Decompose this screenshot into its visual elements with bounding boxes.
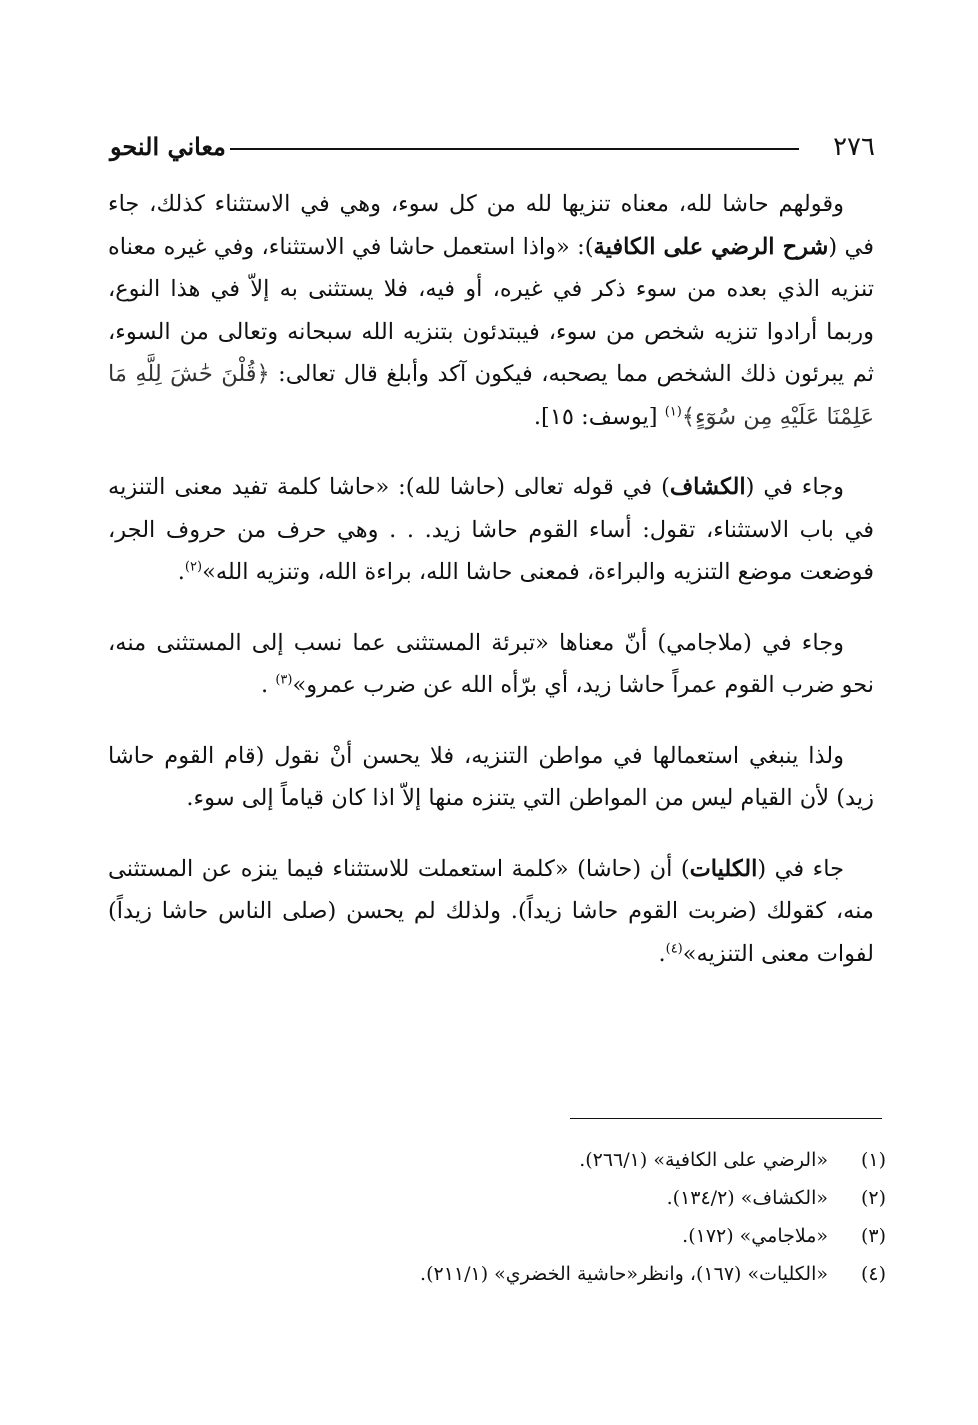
paragraph-text: .: [261, 672, 276, 698]
running-title: معاني النحو: [110, 132, 226, 161]
footnote-item: [300, 1255, 886, 1293]
paragraph-text: وجاء في (: [745, 474, 844, 500]
footnote-ref: (٢): [184, 559, 203, 575]
footnote-number: (٢): [860, 1187, 886, 1209]
main-text: [108, 183, 874, 1003]
paragraph-text: وجاء في (ملاجامي) أنّ معناها «تبرئة المستثنى عما نسب إلى المستثنى منه، نحو ضرب القوم عمراً حاشا زيد، أي برّأه الله عن ضرب عمرو»: [108, 629, 874, 698]
paragraph-text: ) أن (حاشا) «كلمة استعملت للاستثناء فيما ينزه عن المستثنى منه، كقولك (ضربت القوم حاشا زيداً). ولذلك لم يحسن (صلى الناس حاشا زيداً) لفوات معنى التنزيه»: [108, 855, 874, 967]
footnote-ref: (١): [664, 404, 682, 419]
footnote-item: [300, 1141, 886, 1179]
footnote-text: «الكليات» (١٦٧)، وانظر«حاشية الخضري» (٢١١/١).: [420, 1263, 828, 1285]
book-title: شرح الرضي على الكافية: [593, 233, 829, 260]
quran-verse: ﴿قُلْنَ حَٰشَ لِلَّهِ مَا عَلِمْنَا عَلَيْهِ مِن سُوٓءٍ﴾: [108, 361, 874, 430]
footnote-number: (٤): [860, 1263, 886, 1285]
paragraph-text: .: [177, 559, 185, 585]
paragraph-text: وقولهم حاشا لله، معناه تنزيها لله من كل سوء، وهي في الاستثناء كذلك، جاء في (: [108, 191, 875, 260]
footnote-item: [300, 1179, 886, 1217]
footnote-divider: [570, 1118, 882, 1119]
footnote-number: (١): [860, 1149, 886, 1171]
paragraph-text: ): «واذا استعمل حاشا في الاستثناء، وفي غيره معناه تنزيه الذي بعده من سوء ذكر في غيره، أو فيه، فلا يستثنى به إلاّ في هذا النوع، وربما أرادوا تنزيه شخص من سوء، فيبتدئون بتنزيه الله سبحانه وتعالى من السوء، ثم يبرئون ذلك الشخص مما يصحبه، فيكون آكد وأبلغ قال تعالى:: [108, 233, 874, 387]
paragraph-text: [يوسف: ١٥].: [533, 403, 665, 430]
book-title: الكليات: [689, 855, 758, 882]
footnote-text: «ملاجامي» (١٧٢).: [682, 1225, 828, 1247]
book-title: الكشاف: [669, 474, 746, 500]
paragraph-text: ولذا ينبغي استعمالها في مواطن التنزيه، فلا يحسن أنْ نقول (قام القوم حاشا زيد) لأن القيام ليس من المواطن التي يتنزه منها إلاّ اذا كان قياماً إلى سوء.: [108, 742, 874, 811]
paragraph-text: ) في قوله تعالى (حاشا لله): «حاشا كلمة تفيد معنى التنزيه في باب الاستثناء، تقول: أساء القوم حاشا زيد. . . وهي حرف من حروف الجر، فوضعت موضع التنزيه والبراءة، فمعنى حاشا الله، براءة الله، وتنزيه الله»: [108, 474, 874, 585]
paragraph-text: .: [658, 940, 666, 967]
page-header: [110, 132, 875, 172]
footnote-text: «الكشاف» (١٣٤/٢).: [666, 1187, 828, 1209]
paragraph-2: [108, 466, 874, 594]
footnotes: [300, 1141, 886, 1293]
footnote-item: [300, 1217, 886, 1255]
footnote-ref: (٣): [275, 672, 293, 688]
footnote-ref: (٤): [665, 941, 683, 956]
footnote-number: (٣): [860, 1225, 886, 1247]
header-rule: [230, 148, 799, 150]
paragraph-text: جاء في (: [757, 855, 844, 882]
paragraph-1: [108, 183, 874, 438]
paragraph-5: [108, 848, 874, 976]
page-number: ٢٧٦: [833, 132, 875, 162]
paragraph-4: [108, 735, 874, 820]
footnote-text: «الرضي على الكافية» (٢٦٦/١).: [579, 1149, 828, 1171]
paragraph-3: [108, 622, 874, 707]
